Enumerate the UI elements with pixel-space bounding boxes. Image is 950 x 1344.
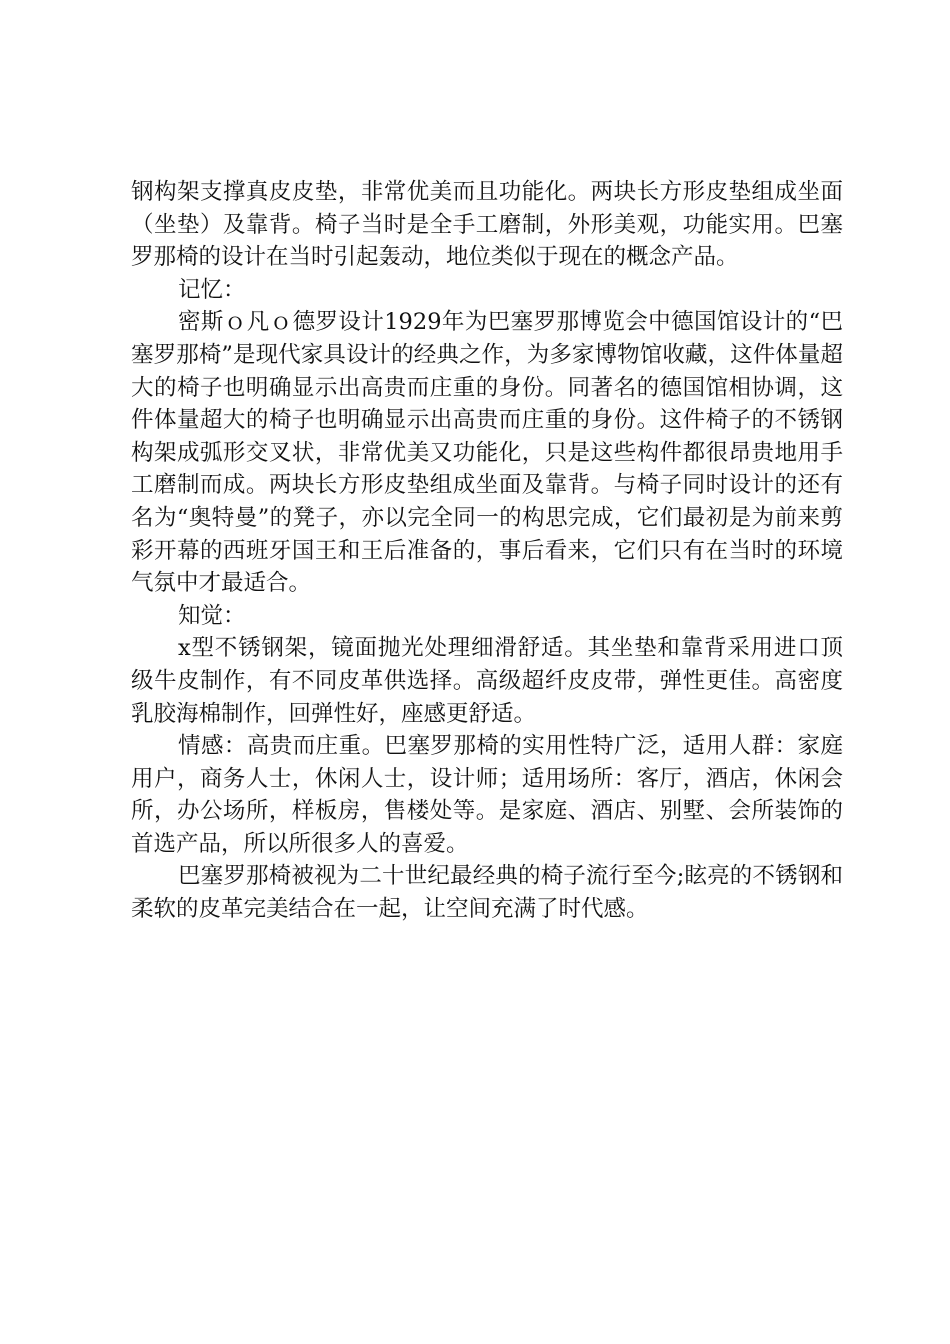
paragraph-emotion: 情感：高贵而庄重。巴塞罗那椅的实用性特广泛，适用人群：家庭用户，商务人士，休闲人士，设计师；适用场所：客厅，酒店，休闲会所，办公场所，样板房，售楼处等。是家庭、酒店、别墅、会所装饰的首选产品，所以所很多人的喜爱。 (131, 733, 843, 857)
heading-perception: 知觉： (178, 602, 246, 629)
paragraph-continued: 钢构架支撑真皮皮垫，非常优美而且功能化。两块长方形皮垫组成坐面（坐垫）及靠背。椅子当时是全手工磨制，外形美观，功能实用。巴塞罗那椅的设计在当时引起轰动，地位类似于现在的概念产品。 (131, 179, 843, 271)
heading-memory: 记忆： (178, 276, 246, 303)
paragraph-memory: 密斯ｏ凡ｏ德罗设计1929年为巴塞罗那博览会中德国馆设计的“巴塞罗那椅”是现代家具设计的经典之作，为多家博物馆收藏，这件体量超大的椅子也明确显示出高贵而庄重的身份。同著名的德国馆相协调，这件体量超大的椅子也明确显示出高贵而庄重的身份。这件椅子的不锈钢构架成弧形交叉状，非常优美又功能化，只是这些构件都很昂贵地用手工磨制而成。两块长方形皮垫组成坐面及靠背。与椅子同时设计的还有名为“奥特曼”的凳子，亦以完全同一的构思完成，它们最初是为前来剪彩开幕的西班牙国王和王后准备的，事后看来，它们只有在当时的环境气氛中才最适合。 (131, 309, 843, 597)
paragraph-conclusion: 巴塞罗那椅被视为二十世纪最经典的椅子流行至今;眩亮的不锈钢和柔软的皮革完美结合在一起，让空间充满了时代感。 (131, 863, 843, 923)
paragraph-perception: x型不锈钢架，镜面抛光处理细滑舒适。其坐垫和靠背采用进口顶级牛皮制作，有不同皮革供选择。高级超纤皮皮带，弹性更佳。高密度乳胶海棉制作，回弹性好，座感更舒适。 (131, 635, 843, 727)
document-body (131, 176, 843, 926)
